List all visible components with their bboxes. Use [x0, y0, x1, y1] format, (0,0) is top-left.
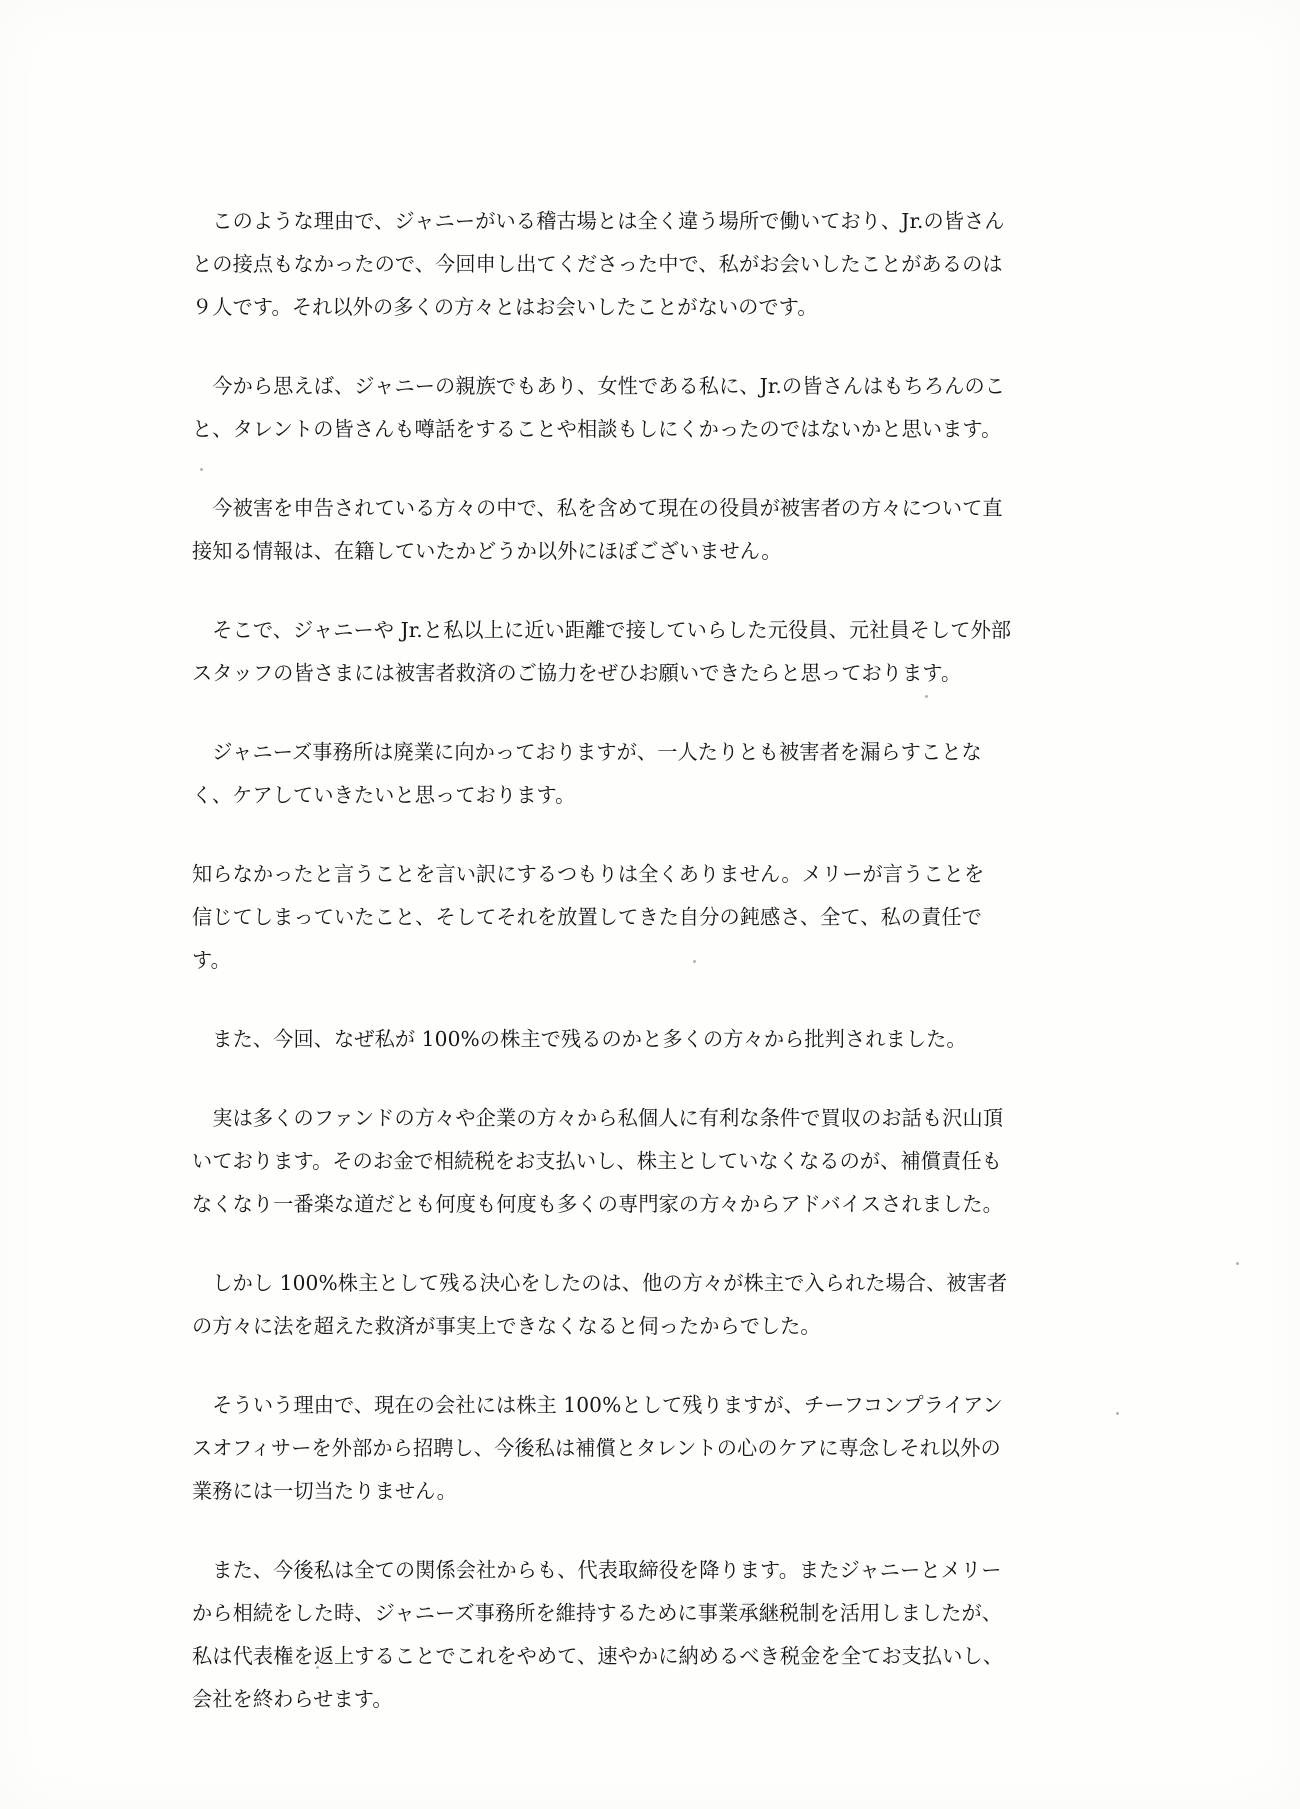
text-line: 会社を終わらせます。: [192, 1687, 393, 1711]
paragraph: [192, 365, 1122, 451]
text-line: す。: [192, 948, 231, 972]
text-line: 信じてしまっていたこと、そしてそれを放置してきた自分の鈍感さ、全て、私の責任で: [192, 905, 983, 929]
paragraph: [192, 1384, 1122, 1513]
paper-speck: [1236, 1262, 1239, 1265]
text-line: ９人です。それ以外の多くの方々とはお会いしたことがないのです。: [192, 295, 818, 319]
text-line: く、ケアしていきたいと思っております。: [192, 783, 576, 807]
text-line: との接点もなかったので、今回申し出てくださった中で、私がお会いしたことがあるのは: [192, 252, 1003, 276]
text-line: 業務には一切当たりません。: [192, 1479, 457, 1503]
text-line: そこで、ジャニーや Jr.と私以上に近い距離で接していらした元役員、元社員そして外部: [192, 618, 1012, 642]
text-line: ジャニーズ事務所は廃業に向かっておりますが、一人たりとも被害者を漏らすことな: [192, 740, 982, 764]
text-line: しかし 100%株主として残る決心をしたのは、他の方々が株主で入られた場合、被害者: [192, 1271, 1008, 1295]
text-line: 知らなかったと言うことを言い訳にするつもりは全くありません。メリーが言うことを: [192, 862, 985, 886]
text-line: スオフィサーを外部から招聘し、今後私は補償とタレントの心のケアに専念しそれ以外の: [192, 1436, 1001, 1460]
text-line: このような理由で、ジャニーがいる稽古場とは全く違う場所で働いており、Jr.の皆さん: [192, 209, 1005, 233]
text-line: の方々に法を超えた救済が事実上できなくなると伺ったからでした。: [192, 1314, 821, 1338]
paragraph: [192, 1549, 1122, 1721]
text-line: なくなり一番楽な道だとも何度も何度も多くの専門家の方々からアドバイスされました。: [192, 1192, 1003, 1216]
text-line: 今から思えば、ジャニーの親族でもあり、女性である私に、Jr.の皆さんはもちろんのこ: [192, 374, 1006, 398]
text-line: また、今回、なぜ私が 100%の株主で残るのかと多くの方々から批判されました。: [192, 1027, 967, 1051]
paragraph: [192, 853, 1122, 982]
text-line: 今被害を申告されている方々の中で、私を含めて現在の役員が被害者の方々について直: [192, 496, 1003, 520]
text-line: から相続をした時、ジャニーズ事務所を維持するために事業承継税制を活用しましたが、: [192, 1601, 1003, 1625]
paragraph: [192, 609, 1122, 695]
letter-body: [192, 200, 1122, 1757]
paragraph: [192, 1262, 1122, 1348]
text-line: 私は代表権を返上することでこれをやめて、速やかに納めるべき税金を全てお支払いし、: [192, 1644, 1004, 1668]
paragraph: [192, 1018, 1122, 1061]
paragraph: [192, 200, 1122, 329]
text-line: また、今後私は全ての関係会社からも、代表取締役を降ります。またジャニーとメリー: [192, 1558, 1002, 1582]
text-line: と、タレントの皆さんも噂話をすることや相談もしにくかったのではないかと思います。: [192, 417, 1002, 441]
paragraph: [192, 1097, 1122, 1226]
text-line: 実は多くのファンドの方々や企業の方々から私個人に有利な条件で買収のお話も沢山頂: [192, 1106, 1004, 1130]
text-line: スタッフの皆さまには被害者救済のご協力をぜひお願いできたらと思っております。: [192, 661, 962, 685]
paragraph: [192, 487, 1122, 573]
text-line: 接知る情報は、在籍していたかどうか以外にほぼございません。: [192, 539, 782, 563]
text-line: そういう理由で、現在の会社には株主 100%として残りますが、チーフコンプライアン: [192, 1393, 1003, 1417]
paragraph: [192, 731, 1122, 817]
text-line: いております。そのお金で相続税をお支払いし、株主としていなくなるのが、補償責任も: [192, 1149, 1002, 1173]
